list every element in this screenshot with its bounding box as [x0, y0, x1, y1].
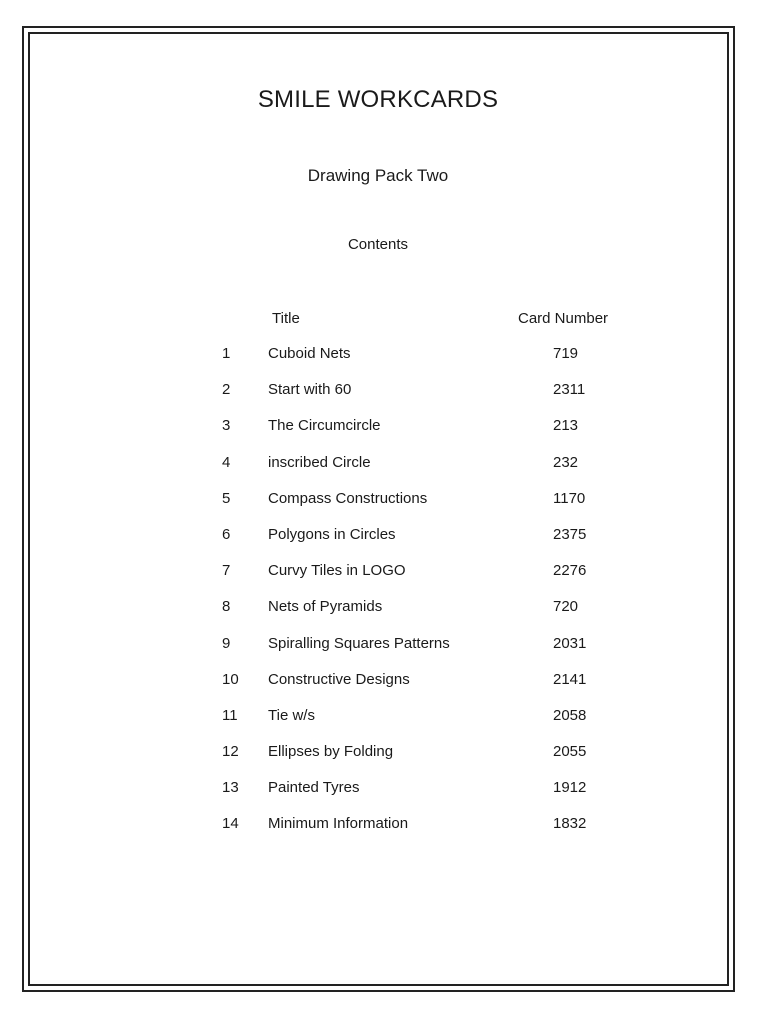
row-number: 10: [222, 670, 239, 688]
row-number: 9: [222, 634, 231, 652]
table-row: [0, 743, 768, 779]
row-title: Painted Tyres: [268, 779, 360, 797]
row-card-number: 1912: [553, 779, 587, 797]
row-title: Curvy Tiles in LOGO: [268, 562, 406, 580]
row-card-number: 1832: [553, 815, 587, 833]
row-number: 4: [222, 453, 231, 471]
column-header-card-number: Card Number: [518, 310, 609, 327]
row-title: Spiralling Squares Patterns: [268, 634, 450, 652]
table-row: [0, 417, 768, 453]
table-row: [0, 635, 768, 671]
row-number: 8: [222, 598, 231, 616]
row-card-number: 719: [553, 345, 579, 362]
row-card-number: 2055: [553, 743, 587, 761]
row-title: Compass Constructions: [268, 489, 428, 507]
row-title: Constructive Designs: [268, 670, 410, 688]
row-card-number: 2031: [553, 634, 587, 652]
row-title: Tie w/s: [268, 706, 315, 724]
table-row: [0, 345, 768, 381]
row-number: 14: [222, 815, 239, 833]
table-row: [0, 815, 768, 851]
row-number: 2: [222, 381, 231, 399]
row-card-number: 2058: [553, 706, 587, 724]
table-row: [0, 598, 768, 634]
table-row: [0, 779, 768, 815]
row-title: Polygons in Circles: [268, 525, 396, 543]
row-card-number: 232: [553, 453, 579, 471]
row-number: 5: [222, 489, 231, 507]
table-row: [0, 526, 768, 562]
row-card-number: 720: [553, 598, 579, 616]
row-card-number: 213: [553, 417, 579, 435]
row-number: 13: [222, 779, 239, 797]
document-subtitle: Drawing Pack Two: [307, 166, 449, 185]
row-number: 12: [222, 743, 239, 761]
row-number: 3: [222, 417, 231, 435]
row-card-number: 2375: [553, 525, 587, 543]
row-title: Start with 60: [268, 381, 352, 399]
contents-table: [0, 345, 768, 852]
row-title: Nets of Pyramids: [268, 598, 383, 616]
column-header-title: Title: [272, 310, 300, 327]
row-title: Minimum Information: [268, 815, 409, 833]
row-card-number: 2311: [553, 381, 586, 399]
section-heading: Contents: [347, 236, 409, 253]
row-title: Ellipses by Folding: [268, 743, 394, 761]
table-row: [0, 490, 768, 526]
table-row: [0, 381, 768, 417]
table-row: [0, 671, 768, 707]
row-title: The Circumcircle: [268, 417, 381, 435]
row-title: Cuboid Nets: [268, 345, 351, 362]
row-card-number: 1170: [553, 489, 586, 507]
row-title: inscribed Circle: [268, 453, 371, 471]
row-number: 11: [222, 706, 238, 724]
table-row: [0, 707, 768, 743]
row-number: 1: [222, 345, 231, 362]
document-title: SMILE WORKCARDS: [257, 86, 499, 113]
table-row: [0, 562, 768, 598]
row-number: 7: [222, 562, 231, 580]
row-card-number: 2141: [553, 670, 587, 688]
row-number: 6: [222, 525, 231, 543]
row-card-number: 2276: [553, 562, 587, 580]
table-row: [0, 454, 768, 490]
